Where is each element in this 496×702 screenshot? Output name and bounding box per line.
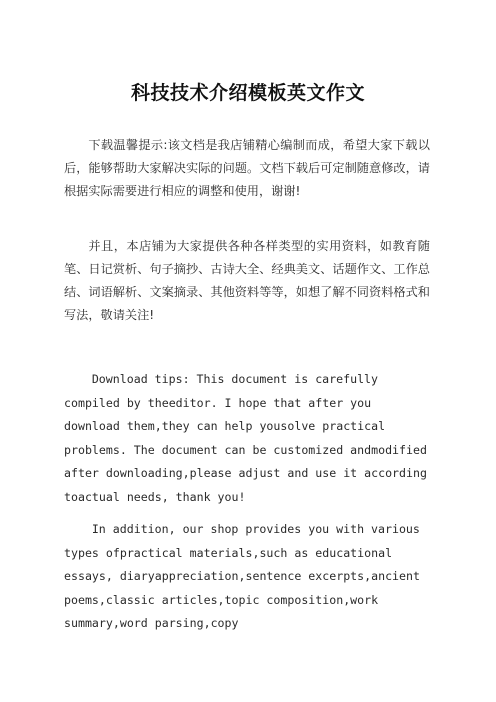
download-tips-paragraph-cn: 下载温馨提示:该文档是我店铺精心编制而成，希望大家下载以后，能够帮助大家解决实际的问题。文档下载后可定制随意修改，请根据实际需要进行相应的调整和使用，谢谢! bbox=[64, 138, 430, 198]
shop-materials-paragraph-en: In addition, our shop provides you with various types ofpractical materials,such as educational essays, diaryappreciation,sentence excerpts,ancient poems,classic articles,topic composition,work summary,word parsing,copy bbox=[64, 522, 420, 630]
download-tips-paragraph-en: Download tips: This document is carefully compiled by theeditor. I hope that after you download them,they can help yousolve practical problems. The document can be customized andmodified after downloading,please adjust and use it according toactual needs, thank you! bbox=[64, 372, 427, 504]
document-title: 科技技术介绍模板英文作文 bbox=[130, 82, 365, 104]
shop-materials-paragraph-cn: 并且，本店铺为大家提供各种各样类型的实用资料，如教育随笔、日记赏析、句子摘抄、古诗大全、经典美文、话题作文、工作总结、词语解析、文案摘录、其他资料等等，如想了解不同资料格式和写法，敬请关注! bbox=[64, 239, 430, 322]
